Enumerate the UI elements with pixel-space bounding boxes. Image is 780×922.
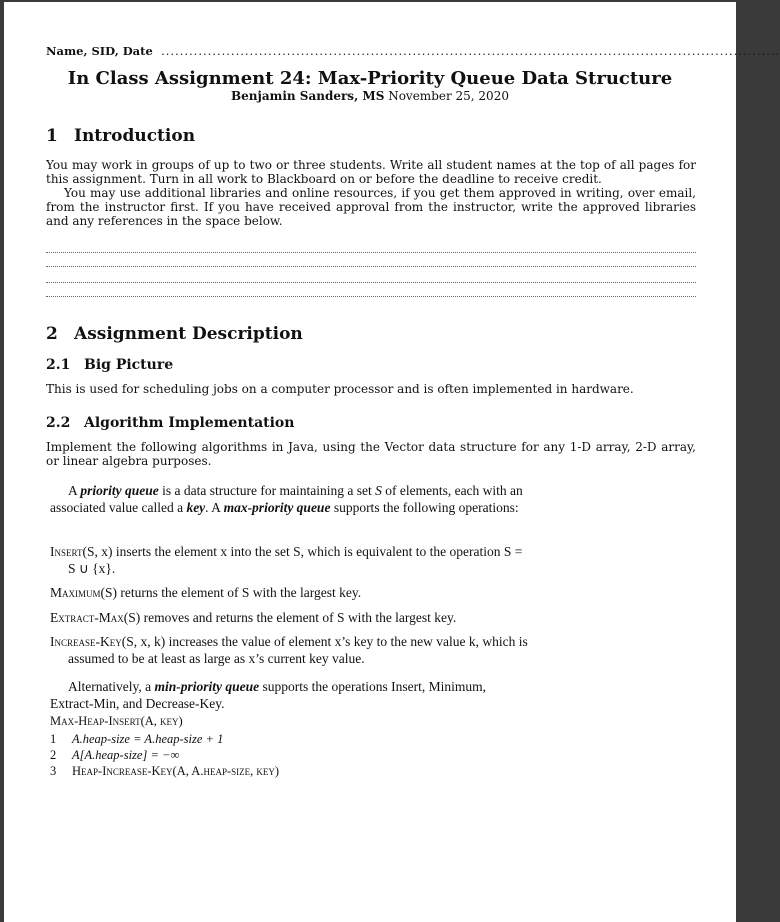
algorithm-implementation-text: Implement the following algorithms in Java, using the Vector data structure for any 1-D array, 2-D array, or linear algebra purposes. [46,440,696,468]
operation-maximum: Maximum(S) returns the element of S with the largest key. [50,585,362,600]
operation-insert: Insert(S, x) inserts the element x into the set S, which is equivalent to the operation S = S ∪ {x}. [50,544,523,576]
term-max-priority-queue: max-priority queue [223,500,331,515]
intro-paragraph-1: You may work in groups of up to two or three students. Write all student names at the top of all pages for this assignment. Turn in all work to Blackboard on or before the deadline to receive credit. [46,158,696,186]
term-priority-queue: priority queue [80,483,159,498]
write-in-line-1[interactable] [46,252,696,253]
term-key: key [186,500,206,515]
name-sid-date-field [46,44,780,58]
document-page [4,2,780,922]
operation-extract-max: Extract-Max(S) removes and returns the element of S with the largest key. [50,610,457,625]
pseudocode-line: 3 Heap-Increase-Key(A, A.heap-size, key) [50,764,280,778]
textbook-excerpt-paragraph-2: Alternatively, a min-priority queue supports the operations Insert, Minimum, Extract-Min, and Decrease-Key. [50,679,486,711]
pseudocode-line: 1 A.heap-size = A.heap-size + 1 [50,732,224,746]
document-title: In Class Assignment 24: Max-Priority Queue Data Structure [67,68,673,89]
subsection-heading-algorithm-implementation: 2.2 Algorithm Implementation [46,415,295,431]
name-dots: ..................................................................................................................................... [156,44,780,58]
pseudocode-line: 2 A[A.heap-size] = −∞ [50,748,180,762]
document-date: November 25, 2020 [388,89,509,103]
section-heading-assignment-description: 2 Assignment Description [46,324,303,344]
name-label: Name, SID, Date [46,44,153,58]
operation-increase-key: Increase-Key(S, x, k) increases the value of element x’s key to the new value k, which is assumed to be at least as large as x’s current key value. [50,634,528,666]
pseudocode-header: Max-Heap-Insert(A, key) [50,714,183,728]
write-in-line-4[interactable] [46,296,696,297]
write-in-line-3[interactable] [46,282,696,283]
section-heading-introduction: 1 Introduction [46,126,196,146]
subsection-heading-big-picture: 2.1 Big Picture [46,357,174,373]
big-picture-text: This is used for scheduling jobs on a computer processor and is often implemented in hardware. [46,382,634,396]
term-min-priority-queue: min-priority queue [154,679,260,694]
write-in-line-2[interactable] [46,266,696,267]
textbook-excerpt-paragraph-1: A priority queue is a data structure for maintaining a set S of elements, each with an associated value called a key. A max-priority queue supports the following operations: [50,483,523,515]
author-name: Benjamin Sanders, MS [231,89,385,103]
pseudocode-block [50,713,279,779]
author-line [4,89,736,103]
intro-paragraph-2: You may use additional libraries and online resources, if you get them approved in writing, over email, from the instructor first. If you have received approval from the instructor, write the approved libraries and any references in the space below. [46,186,696,228]
